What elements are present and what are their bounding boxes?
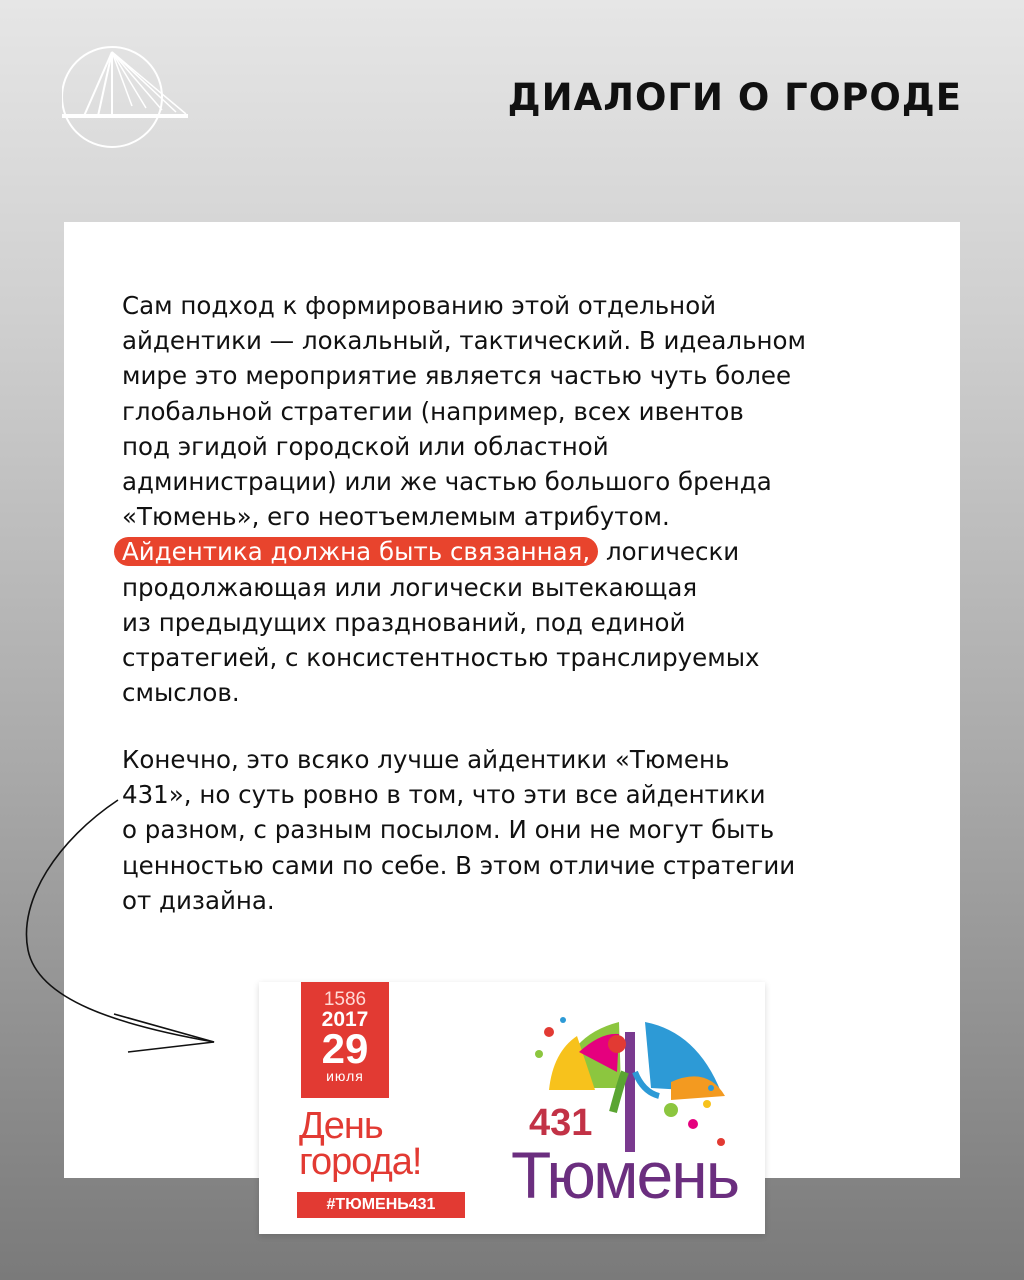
city-day-line: города! <box>299 1141 422 1183</box>
text-line: глобальной стратегии (например, всех ивентов <box>122 396 744 426</box>
text-line: стратегией, с консистентностью транслируемых <box>122 643 760 673</box>
anniversary-number: 431 <box>529 1102 593 1144</box>
hand-drawn-arrow-icon <box>18 780 238 1060</box>
bridge-logo-icon <box>62 44 188 150</box>
city-name: Тюмень <box>511 1138 739 1212</box>
city-day-line: День <box>299 1105 383 1147</box>
promo-image <box>259 982 765 1234</box>
hashtag-badge: #ТЮМЕНЬ431 <box>297 1192 465 1218</box>
text-line: продолжающая или логически вытекающая <box>122 572 698 602</box>
paragraph-1 <box>122 288 922 710</box>
text-line: от дизайна. <box>122 885 275 915</box>
page-title: ДИАЛОГИ О ГОРОДЕ <box>507 76 962 119</box>
text-line: Конечно, это всяко лучше айдентики «Тюмень <box>122 745 730 774</box>
text-line <box>122 534 922 569</box>
text-fragment: логически <box>598 537 740 567</box>
text-line: под эгидой городской или областной <box>122 431 609 461</box>
event-month: июля <box>326 1068 364 1084</box>
text-line: о разном, с разным посылом. И они не могут быть <box>122 815 775 845</box>
text-line: смыслов. <box>122 678 240 708</box>
date-badge <box>301 982 389 1098</box>
city-day-heading <box>299 1105 449 1183</box>
text-line: мире это мероприятие является частью чуть более <box>122 361 792 391</box>
text-line: 431», но суть ровно в том, что эти все айдентики <box>122 780 766 810</box>
paragraph-2 <box>122 742 922 918</box>
text-line: Сам подход к формированию этой отдельной <box>122 291 717 320</box>
text-line: из предыдущих празднований, под единой <box>122 607 686 637</box>
event-day: 29 <box>321 1025 369 1072</box>
text-line: ценностью сами по себе. В этом отличие стратегии <box>122 850 796 880</box>
current-year: 2017 <box>321 1008 369 1031</box>
founding-year: 1586 <box>323 989 367 1010</box>
text-line: «Тюмень», его неотъемлемым атрибутом. <box>122 502 670 532</box>
text-line: айдентики — локальный, тактический. В идеальном <box>122 326 807 356</box>
text-line: администрации) или же частью большого бренда <box>122 467 772 497</box>
highlighted-phrase: Айдентика должна быть связанная, <box>114 537 598 566</box>
